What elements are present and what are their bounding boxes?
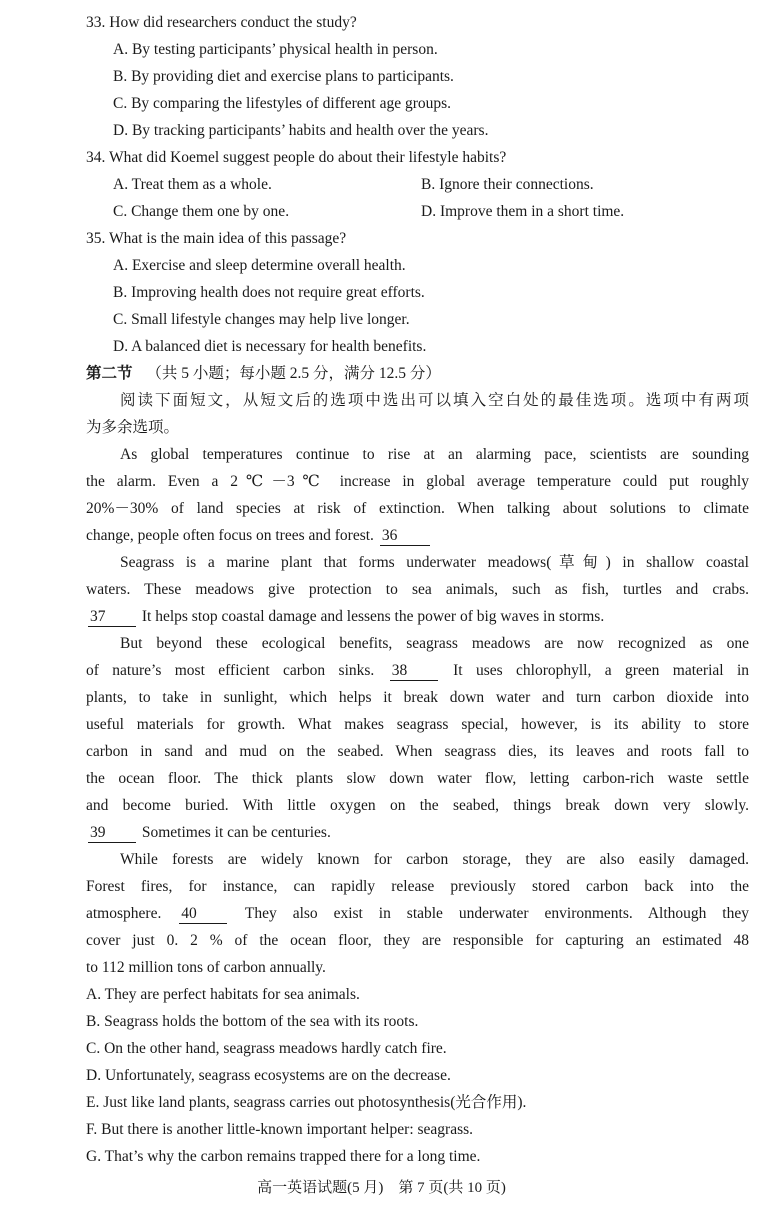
q33-option-a: A. By testing participants’ physical health in person.: [113, 41, 438, 58]
passage-p1-line-4: [86, 526, 432, 546]
blank-39[interactable]: 39: [88, 824, 136, 843]
section-instructions-line-2: 为多余选项。: [86, 419, 180, 436]
passage-p2-line-1: Seagrass is a marine plant that forms underwater meadows(草甸) in shallow coastal: [120, 554, 749, 571]
q34-option-b: B. Ignore their connections.: [421, 176, 594, 193]
passage-p4-line-3b: They also exist in stable underwater environments. Although they: [244, 905, 749, 922]
passage-p1-line-4-text: change, people often focus on trees and forest.: [86, 527, 374, 544]
q35-option-c: C. Small lifestyle changes may help live longer.: [113, 311, 410, 328]
passage-p3-line-2a: of nature’s most efficient carbon sinks.: [86, 662, 375, 679]
q35-option-b: B. Improving health does not require great efforts.: [113, 284, 425, 301]
page-footer: 高一英语试题(5 月) 第 7 页(共 10 页): [257, 1180, 506, 1196]
choice-f: F. But there is another little-known important helper: seagrass.: [86, 1121, 474, 1138]
passage-p4-line-5: to 112 million tons of carbon annually.: [86, 959, 326, 976]
section-title: 第二节: [86, 365, 133, 382]
choice-g: G. That’s why the carbon remains trapped there for a long time.: [86, 1148, 481, 1165]
passage-p3-line-6: the ocean floor. The thick plants slow down water flow, letting carbon-rich waste settle: [86, 770, 749, 787]
question-35-stem: 35. What is the main idea of this passage?: [86, 230, 347, 247]
passage-p4-line-1: While forests are widely known for carbon storage, they are also easily damaged.: [120, 851, 749, 868]
choice-e: E. Just like land plants, seagrass carries out photosynthesis(光合作用).: [86, 1094, 527, 1111]
passage-p3-line-2b: It uses chlorophyll, a green material in: [453, 662, 750, 679]
q34-option-d: D. Improve them in a short time.: [421, 203, 625, 220]
q33-option-b: B. By providing diet and exercise plans to participants.: [113, 68, 454, 85]
passage-p3-line-2: [86, 661, 749, 681]
q35-option-d: D. A balanced diet is necessary for health benefits.: [113, 338, 427, 355]
passage-p3-line-8: [86, 823, 331, 843]
q34-option-c: C. Change them one by one.: [113, 203, 290, 220]
passage-p3-line-3: plants, to take in sunlight, which helps it break down water and turn carbon dioxide into: [86, 689, 749, 706]
passage-p3-line-4: useful materials for growth. What makes seagrass special, however, is its ability to store: [86, 716, 749, 733]
blank-37[interactable]: 37: [88, 608, 136, 627]
passage-p1-line-2: the alarm. Even a 2℃－3℃ increase in global average temperature could put roughly: [86, 473, 749, 490]
section-instructions-line-1: 阅读下面短文，从短文后的选项中选出可以填入空白处的最佳选项。选项中有两项: [120, 392, 749, 409]
passage-p2-line-2: waters. These meadows give protection to sea animals, such as fish, turtles and crabs.: [86, 581, 749, 598]
passage-p1-line-3: 20%－30% of land species at risk of extinction. When talking about solutions to climate: [86, 500, 749, 517]
passage-p3-line-8-text: Sometimes it can be centuries.: [141, 824, 331, 841]
passage-p4-line-2: Forest fires, for instance, can rapidly release previously stored carbon back into the: [86, 878, 749, 895]
choice-a: A. They are perfect habitats for sea animals.: [86, 986, 360, 1003]
passage-p4-line-3a: atmosphere.: [86, 905, 162, 922]
section-heading: [86, 364, 441, 384]
q35-option-a: A. Exercise and sleep determine overall health.: [113, 257, 406, 274]
blank-36[interactable]: 36: [380, 527, 430, 546]
question-34-stem: 34. What did Koemel suggest people do about their lifestyle habits?: [86, 149, 507, 166]
passage-p3-line-5: carbon in sand and mud on the seabed. When seagrass dies, its leaves and roots fall to: [86, 743, 749, 760]
section-note: （共 5 小题；每小题 2.5 分，满分 12.5 分）: [146, 365, 441, 382]
q33-option-d: D. By tracking participants’ habits and health over the years.: [113, 122, 489, 139]
q33-option-c: C. By comparing the lifestyles of different age groups.: [113, 95, 452, 112]
passage-p4-line-3: [86, 904, 749, 924]
blank-38[interactable]: 38: [390, 662, 438, 681]
passage-p1-line-1: As global temperatures continue to rise at an alarming pace, scientists are sounding: [120, 446, 749, 463]
passage-p2-line-3-text: It helps stop coastal damage and lessens the power of big waves in storms.: [141, 608, 605, 625]
passage-p2-line-3: [86, 607, 604, 627]
passage-p3-line-1: But beyond these ecological benefits, seagrass meadows are now recognized as one: [120, 635, 749, 652]
choice-c: C. On the other hand, seagrass meadows hardly catch fire.: [86, 1040, 447, 1057]
blank-40[interactable]: 40: [179, 905, 227, 924]
question-33-stem: 33. How did researchers conduct the study?: [86, 14, 357, 31]
q34-option-a: A. Treat them as a whole.: [113, 176, 272, 193]
passage-p4-line-4: cover just 0. 2 % of the ocean floor, they are responsible for capturing an estimated 48: [86, 932, 749, 949]
choice-b: B. Seagrass holds the bottom of the sea with its roots.: [86, 1013, 419, 1030]
passage-p3-line-7: and become buried. With little oxygen on the seabed, things break down very slowly.: [86, 797, 749, 814]
choice-d: D. Unfortunately, seagrass ecosystems are on the decrease.: [86, 1067, 451, 1084]
